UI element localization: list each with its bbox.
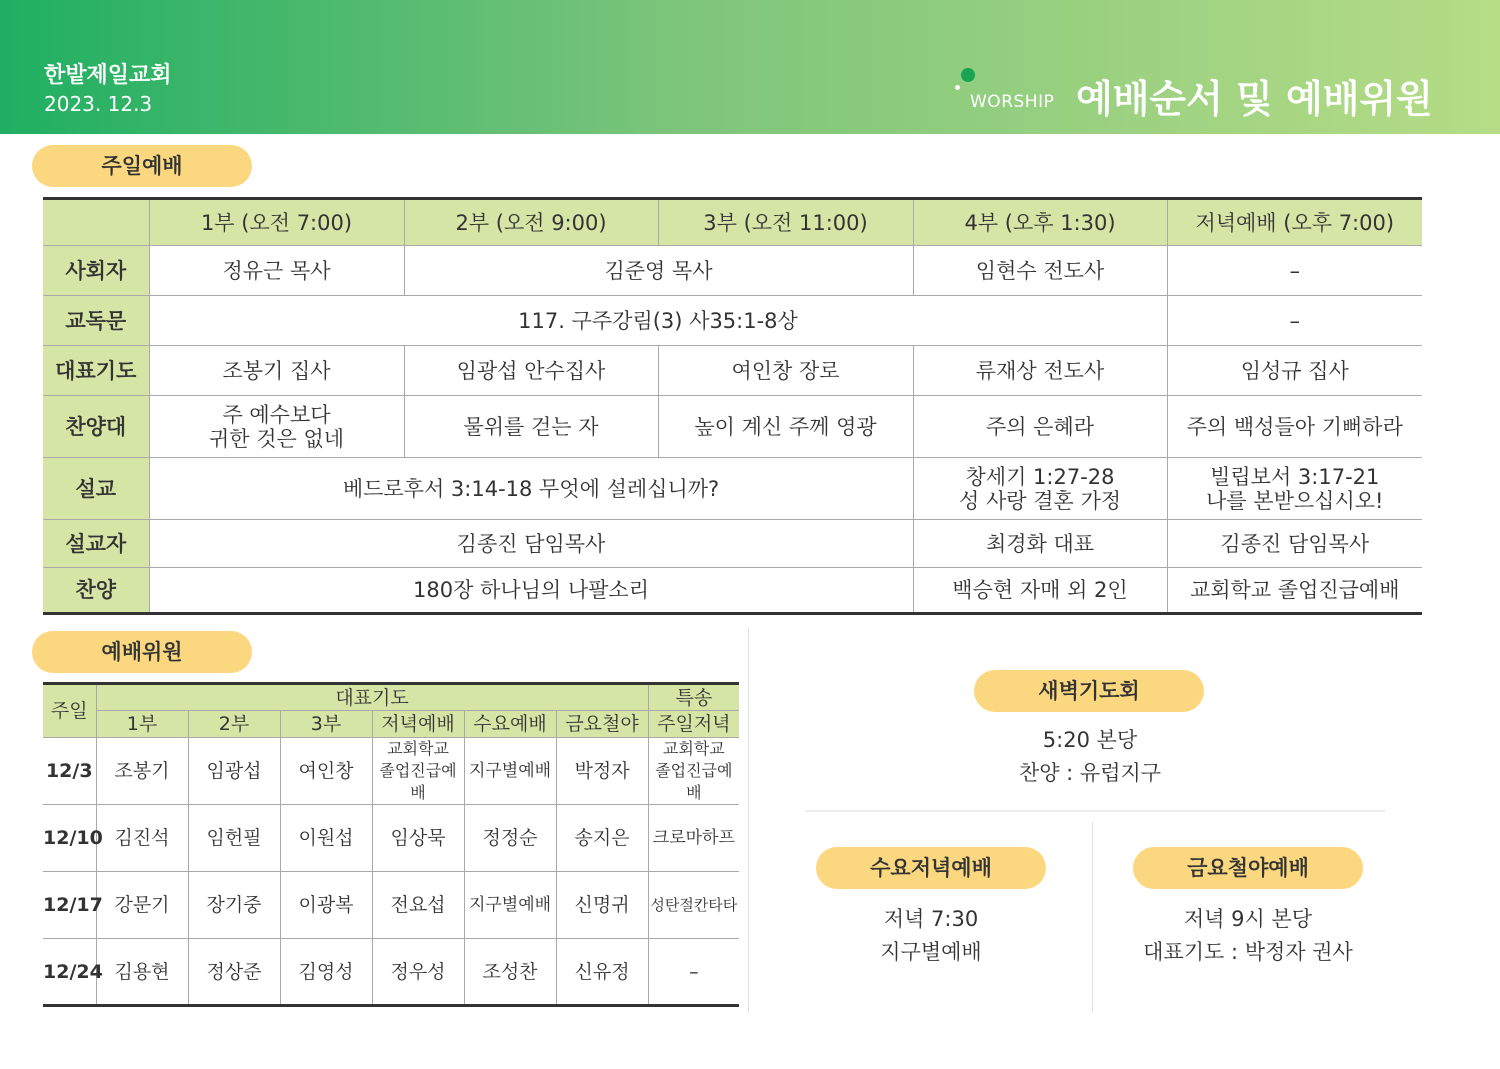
cell-line: 졸업진급예배 [379, 761, 457, 802]
week-cell: 12/10 [43, 805, 96, 872]
table-cell: 정정순 [464, 805, 556, 872]
cell-line: 나를 본받으십시오! [1206, 488, 1384, 513]
table-cell: 물위를 걷는 자 [404, 396, 658, 458]
row-header: 대표기도 [43, 346, 149, 396]
table-cell [372, 738, 464, 805]
table-cell [149, 396, 404, 458]
row-header: 찬양 [43, 568, 149, 614]
table-cell: 조봉기 집사 [149, 346, 404, 396]
table-cell: 박정자 [556, 738, 648, 805]
table-cell [1167, 458, 1422, 520]
sub-header: 1부 [96, 711, 188, 738]
info-line: 저녁 9시 본당 [1183, 907, 1313, 931]
table-cell: 임성규 집사 [1167, 346, 1422, 396]
wednesday-service-info [781, 903, 1081, 969]
table-cell: 김용현 [96, 939, 188, 1006]
table-cell: 김준영 목사 [404, 246, 913, 296]
table-cell: 김종진 담임목사 [149, 520, 913, 568]
cell-line: 성 사랑 결혼 가정 [958, 488, 1122, 513]
week-cell: 12/3 [43, 738, 96, 805]
table-cell: 이원섭 [280, 805, 372, 872]
info-line: 대표기도 : 박정자 권사 [1143, 940, 1353, 964]
info-line: 찬양 : 유럽지구 [1018, 761, 1162, 785]
table-cell: 임상묵 [372, 805, 464, 872]
row-header: 설교 [43, 458, 149, 520]
cell-line: 졸업진급예배 [655, 761, 733, 802]
table-cell: 송지은 [556, 805, 648, 872]
info-line: 지구별예배 [880, 940, 982, 964]
table-cell: 류재상 전도사 [913, 346, 1167, 396]
table-cell: 최경화 대표 [913, 520, 1167, 568]
section-title-committee: 예배위원 [32, 631, 252, 673]
table-cell: 조봉기 [96, 738, 188, 805]
table-cell: 백승현 자매 외 2인 [913, 568, 1167, 614]
prayer-header: 대표기도 [96, 684, 648, 711]
table-cell: 임헌필 [188, 805, 280, 872]
table-cell: 김영성 [280, 939, 372, 1006]
header-banner [0, 0, 1500, 134]
table-cell: 김진석 [96, 805, 188, 872]
sub-header: 수요예배 [464, 711, 556, 738]
table-cell: 정우성 [372, 939, 464, 1006]
column-header: 3부 (오전 11:00) [658, 199, 913, 246]
week-cell: 12/17 [43, 872, 96, 939]
friday-service-title: 금요철야예배 [1133, 847, 1363, 889]
week-cell: 12/24 [43, 939, 96, 1006]
table-cell: 장기중 [188, 872, 280, 939]
cell-line: 교회학교 [662, 739, 725, 758]
table-cell: 교회학교 졸업진급예배 [1167, 568, 1422, 614]
sub-header: 금요철야 [556, 711, 648, 738]
table-cell: 주의 은혜라 [913, 396, 1167, 458]
sub-header: 주일저녁 [648, 711, 739, 738]
row-header: 교독문 [43, 296, 149, 346]
table-cell: 지구별예배 [464, 872, 556, 939]
sub-header: 저녁예배 [372, 711, 464, 738]
cell-line: 창세기 1:27-28 [965, 464, 1115, 489]
table-cell: 정상준 [188, 939, 280, 1006]
page-title: 예배순서 및 예배위원 [1076, 77, 1433, 121]
friday-service-info [1098, 903, 1398, 969]
sunday-service-table [43, 197, 1422, 615]
table-cell: 180장 하나님의 나팔소리 [149, 568, 913, 614]
dawn-prayer-title: 새벽기도회 [974, 670, 1204, 712]
table-cell: 조성찬 [464, 939, 556, 1006]
table-cell: 김종진 담임목사 [1167, 520, 1422, 568]
cell-line: 교회학교 [387, 739, 449, 758]
row-header: 설교자 [43, 520, 149, 568]
table-cell: 신명귀 [556, 872, 648, 939]
table-cell: – [1167, 296, 1422, 346]
info-line: 5:20 본당 [1042, 728, 1138, 752]
column-header: 2부 (오전 9:00) [404, 199, 658, 246]
table-cell: 신유정 [556, 939, 648, 1006]
divider [1092, 822, 1093, 1012]
cell-line: 빌립보서 3:17-21 [1210, 464, 1380, 489]
table-cell: 높이 계신 주께 영광 [658, 396, 913, 458]
small-dot-icon [955, 85, 960, 90]
dot-icon [961, 68, 975, 82]
special-header: 특송 [648, 684, 739, 711]
week-header: 주일 [43, 684, 96, 738]
corner-cell [43, 199, 149, 246]
committee-table [43, 682, 739, 1007]
divider [805, 810, 1385, 812]
sub-header: 2부 [188, 711, 280, 738]
section-title-sunday: 주일예배 [32, 145, 252, 187]
column-header: 저녁예배 (오후 7:00) [1167, 199, 1422, 246]
bulletin-date: 2023. 12.3 [44, 92, 153, 116]
table-cell: 임광섭 [188, 738, 280, 805]
table-cell: 117. 구주강림(3) 사35:1-8상 [149, 296, 1167, 346]
dawn-prayer-info [940, 724, 1240, 790]
table-cell: 지구별예배 [464, 738, 556, 805]
row-header: 찬양대 [43, 396, 149, 458]
table-cell: 크로마하프 [648, 805, 739, 872]
table-cell: – [648, 939, 739, 1006]
cell-line: 주 예수보다 [222, 402, 331, 427]
column-header: 4부 (오후 1:30) [913, 199, 1167, 246]
table-cell: – [1167, 246, 1422, 296]
row-header: 사회자 [43, 246, 149, 296]
table-cell: 여인창 [280, 738, 372, 805]
table-cell: 임광섭 안수집사 [404, 346, 658, 396]
table-cell: 임현수 전도사 [913, 246, 1167, 296]
sub-header: 3부 [280, 711, 372, 738]
table-cell: 여인창 장로 [658, 346, 913, 396]
info-line: 저녁 7:30 [883, 907, 979, 931]
table-cell: 이광복 [280, 872, 372, 939]
table-cell: 정유근 목사 [149, 246, 404, 296]
table-cell: 성탄절칸타타 [648, 872, 739, 939]
table-cell: 주의 백성들아 기뻐하라 [1167, 396, 1422, 458]
table-cell [648, 738, 739, 805]
wednesday-service-title: 수요저녁예배 [816, 847, 1046, 889]
table-cell [913, 458, 1167, 520]
table-cell: 전요섭 [372, 872, 464, 939]
cell-line: 귀한 것은 없네 [208, 426, 345, 451]
table-cell: 강문기 [96, 872, 188, 939]
worship-tag: WORSHIP [970, 92, 1055, 112]
church-name: 한밭제일교회 [44, 63, 172, 88]
divider [748, 628, 749, 1013]
table-cell: 베드로후서 3:14-18 무엇에 설레십니까? [149, 458, 913, 520]
column-header: 1부 (오전 7:00) [149, 199, 404, 246]
